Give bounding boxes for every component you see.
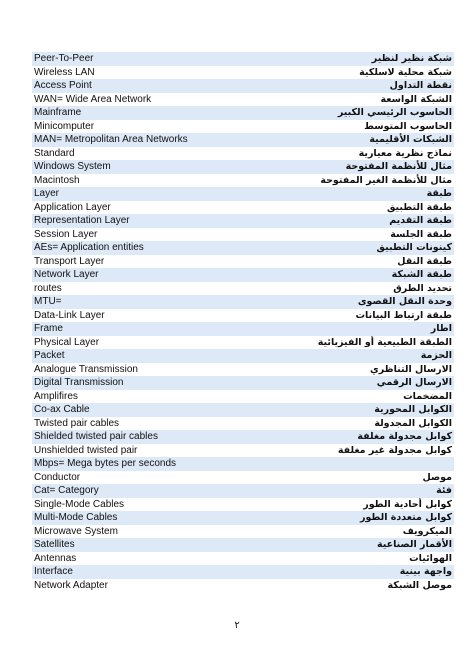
term-english: Minicomputer bbox=[32, 120, 242, 134]
glossary-table bbox=[32, 52, 454, 592]
term-arabic: تحديد الطرق bbox=[242, 282, 454, 296]
table-row bbox=[32, 133, 454, 147]
table-row bbox=[32, 79, 454, 93]
table-row bbox=[32, 403, 454, 417]
table-row bbox=[32, 228, 454, 242]
table-row bbox=[32, 538, 454, 552]
term-arabic: طبقة ارتباط البيانات bbox=[242, 309, 454, 323]
term-english: Digital Transmission bbox=[32, 376, 242, 390]
table-row bbox=[32, 511, 454, 525]
term-english: Peer-To-Peer bbox=[32, 52, 242, 66]
term-arabic: طبقة التطبيق bbox=[242, 201, 454, 215]
term-english: Layer bbox=[32, 187, 242, 201]
term-english: Twisted pair cables bbox=[32, 417, 242, 431]
table-row bbox=[32, 174, 454, 188]
term-english: Macintosh bbox=[32, 174, 242, 188]
term-english: Shielded twisted pair cables bbox=[32, 430, 242, 444]
table-row bbox=[32, 565, 454, 579]
term-english: Satellites bbox=[32, 538, 242, 552]
table-row bbox=[32, 363, 454, 377]
term-arabic: الأقمار الصناعية bbox=[242, 538, 454, 552]
term-arabic: وحدة النقل القصوى bbox=[242, 295, 454, 309]
term-english: Network Layer bbox=[32, 268, 242, 282]
table-row bbox=[32, 268, 454, 282]
table-row bbox=[32, 471, 454, 485]
term-english: Single-Mode Cables bbox=[32, 498, 242, 512]
term-arabic: الحزمة bbox=[242, 349, 454, 363]
table-row bbox=[32, 106, 454, 120]
table-row bbox=[32, 93, 454, 107]
term-arabic: طبقة التقديم bbox=[242, 214, 454, 228]
table-row bbox=[32, 241, 454, 255]
table-row bbox=[32, 444, 454, 458]
term-english: Representation Layer bbox=[32, 214, 242, 228]
table-row bbox=[32, 484, 454, 498]
table-row bbox=[32, 552, 454, 566]
term-arabic: طبقة bbox=[242, 187, 454, 201]
term-english: Windows System bbox=[32, 160, 242, 174]
term-arabic: شبكة محلية لاسلكية bbox=[242, 66, 454, 80]
term-arabic: فئة bbox=[242, 484, 454, 498]
term-english: Mainframe bbox=[32, 106, 242, 120]
table-row bbox=[32, 295, 454, 309]
term-english: Network Adapter bbox=[32, 579, 242, 593]
table-row bbox=[32, 579, 454, 593]
term-arabic: شبكة نظير لنظير bbox=[242, 52, 454, 66]
table-row bbox=[32, 349, 454, 363]
term-english: Standard bbox=[32, 147, 242, 161]
term-english: Data-Link Layer bbox=[32, 309, 242, 323]
term-arabic: كوابل متعددة الطور bbox=[242, 511, 454, 525]
table-row bbox=[32, 282, 454, 296]
term-arabic: الكوابل المجدولة bbox=[242, 417, 454, 431]
term-arabic: طبقة النقل bbox=[242, 255, 454, 269]
table-row bbox=[32, 376, 454, 390]
term-arabic: كوابل أحادية الطور bbox=[242, 498, 454, 512]
term-arabic: الحاسوب الرئيسي الكبير bbox=[242, 106, 454, 120]
term-arabic: الحاسوب المتوسط bbox=[242, 120, 454, 134]
table-row bbox=[32, 417, 454, 431]
term-english: Access Point bbox=[32, 79, 242, 93]
term-arabic: كوابل مجدولة مغلفة bbox=[242, 430, 454, 444]
term-english: Analogue Transmission bbox=[32, 363, 242, 377]
term-english: WAN= Wide Area Network bbox=[32, 93, 242, 107]
table-row bbox=[32, 52, 454, 66]
term-arabic: اطار bbox=[242, 322, 454, 336]
term-english: Microwave System bbox=[32, 525, 242, 539]
term-english: Unshielded twisted pair bbox=[32, 444, 242, 458]
table-row bbox=[32, 457, 454, 471]
table-row bbox=[32, 430, 454, 444]
term-arabic: الشبكة الواسعة bbox=[242, 93, 454, 107]
term-arabic: واجهة بينية bbox=[242, 565, 454, 579]
term-english: Packet bbox=[32, 349, 242, 363]
term-english: Mbps= Mega bytes per seconds bbox=[32, 457, 242, 471]
term-english: Multi-Mode Cables bbox=[32, 511, 242, 525]
term-arabic: الارسال التناظري bbox=[242, 363, 454, 377]
table-row bbox=[32, 160, 454, 174]
term-english: Conductor bbox=[32, 471, 242, 485]
term-arabic: الطبقة الطبيعية أو الفيزيائية bbox=[242, 336, 454, 350]
term-english: Interface bbox=[32, 565, 242, 579]
table-row bbox=[32, 336, 454, 350]
term-arabic: الارسال الرقمي bbox=[242, 376, 454, 390]
term-english: Amplifires bbox=[32, 390, 242, 404]
table-row bbox=[32, 214, 454, 228]
term-arabic: مثال للأنظمة الغير المفتوحة bbox=[242, 174, 454, 188]
table-row bbox=[32, 309, 454, 323]
term-english: Antennas bbox=[32, 552, 242, 566]
term-arabic: موصل الشبكة bbox=[242, 579, 454, 593]
term-arabic: نقطة التداول bbox=[242, 79, 454, 93]
term-arabic: مثال للأنظمة المفتوحة bbox=[242, 160, 454, 174]
term-arabic: الميكرويف bbox=[242, 525, 454, 539]
term-arabic: موصل bbox=[242, 471, 454, 485]
term-english: Session Layer bbox=[32, 228, 242, 242]
table-row bbox=[32, 525, 454, 539]
term-arabic: كوابل مجدولة غير مغلفة bbox=[242, 444, 454, 458]
term-english: Frame bbox=[32, 322, 242, 336]
term-arabic: المضخمات bbox=[242, 390, 454, 404]
term-english: AEs= Application entities bbox=[32, 241, 242, 255]
term-arabic: طبقة الجلسة bbox=[242, 228, 454, 242]
term-english: MTU= bbox=[32, 295, 242, 309]
table-row bbox=[32, 390, 454, 404]
term-arabic: نماذج نظرية معيارية bbox=[242, 147, 454, 161]
term-arabic: طبقة الشبكة bbox=[242, 268, 454, 282]
table-row bbox=[32, 201, 454, 215]
term-english: routes bbox=[32, 282, 242, 296]
term-english: MAN= Metropolitan Area Networks bbox=[32, 133, 242, 147]
term-english: Physical Layer bbox=[32, 336, 242, 350]
table-row bbox=[32, 322, 454, 336]
table-row bbox=[32, 187, 454, 201]
term-english: Co-ax Cable bbox=[32, 403, 242, 417]
term-english: Wireless LAN bbox=[32, 66, 242, 80]
table-row bbox=[32, 120, 454, 134]
glossary-body bbox=[32, 52, 454, 592]
table-row bbox=[32, 255, 454, 269]
term-arabic: الكوابل المحورية bbox=[242, 403, 454, 417]
term-arabic: الشبكات الأقليمية bbox=[242, 133, 454, 147]
table-row bbox=[32, 147, 454, 161]
term-english: Application Layer bbox=[32, 201, 242, 215]
page-number: ٢ bbox=[234, 620, 240, 631]
term-english: Transport Layer bbox=[32, 255, 242, 269]
term-arabic: الهوائيات bbox=[242, 552, 454, 566]
term-english: Cat= Category bbox=[32, 484, 242, 498]
table-row bbox=[32, 66, 454, 80]
term-arabic: كينونات التطبيق bbox=[242, 241, 454, 255]
table-row bbox=[32, 498, 454, 512]
term-arabic bbox=[242, 457, 454, 471]
